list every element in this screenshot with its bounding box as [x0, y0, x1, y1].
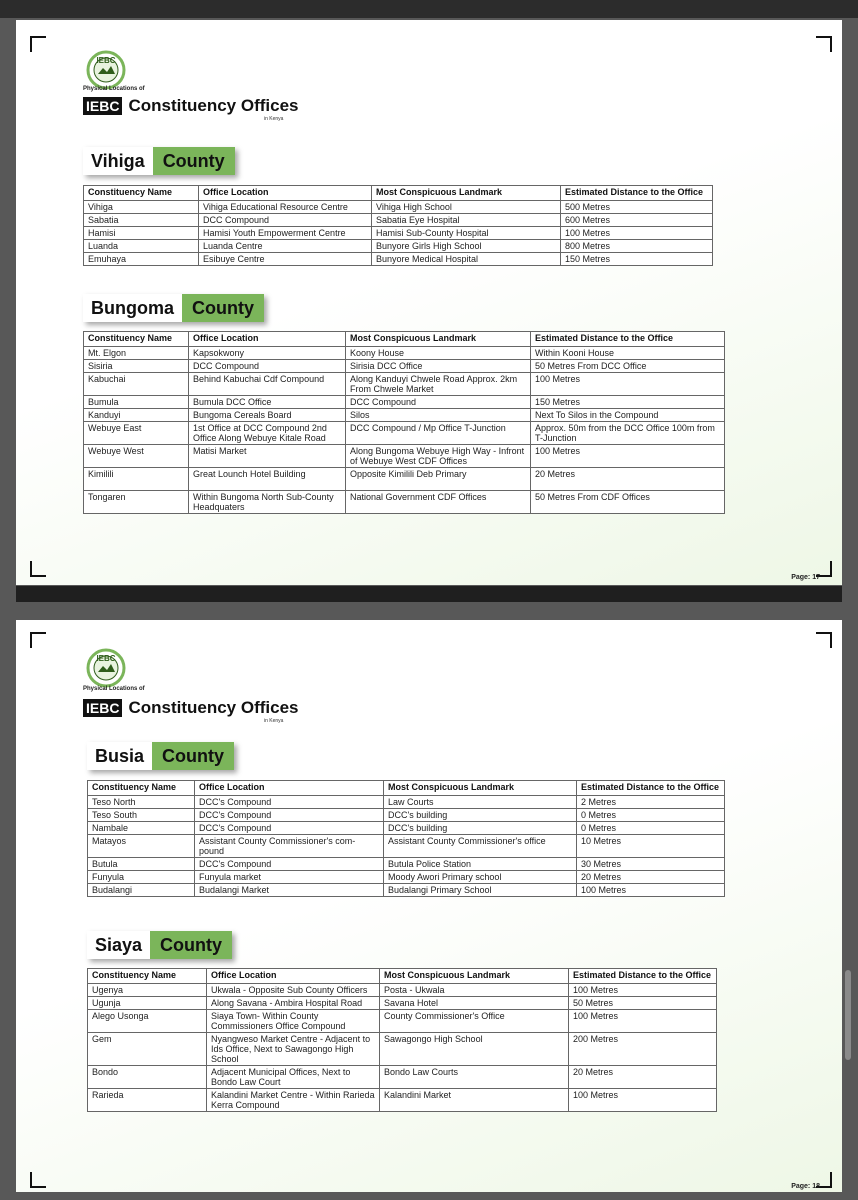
table-cell: 100 Metres	[569, 1089, 717, 1112]
table-cell: Moody Awori Primary school	[384, 871, 577, 884]
table-cell: DCC Compound	[346, 396, 531, 409]
table-row	[84, 445, 725, 468]
physical-locations-caption: Physical Locations of	[83, 86, 145, 92]
table-row	[84, 347, 725, 360]
table-row	[88, 858, 725, 871]
document-title: Constituency Offices	[128, 96, 299, 115]
page-separator	[16, 586, 842, 602]
table-row	[84, 227, 713, 240]
table-cell: Matayos	[88, 835, 195, 858]
table-cell: Kimilili	[84, 468, 189, 491]
table-cell: Ugunja	[88, 997, 207, 1010]
table-cell: 1st Office at DCC Compound 2nd Office Along Webuye Kitale Road	[189, 422, 346, 445]
table-cell: Within Bungoma North Sub-County Headquaters	[189, 491, 346, 514]
document-page	[16, 620, 842, 1192]
table-row	[84, 396, 725, 409]
table-cell: Kalandini Market	[380, 1089, 569, 1112]
table-cell: Kanduyi	[84, 409, 189, 422]
table-row	[88, 796, 725, 809]
table-cell: Along Bungoma Webuye High Way - Infront of Webuye West CDF Offices	[346, 445, 531, 468]
table-cell: Sabatia	[84, 214, 199, 227]
table-cell: Mt. Elgon	[84, 347, 189, 360]
page-number: Page: 18	[791, 1183, 820, 1190]
table-cell: 20 Metres	[531, 468, 725, 491]
table-cell: Luanda Centre	[199, 240, 372, 253]
table-cell: 500 Metres	[561, 201, 713, 214]
column-header: Constituency Name	[84, 332, 189, 347]
table-cell: 100 Metres	[577, 884, 725, 897]
crop-mark	[30, 561, 46, 577]
crop-mark	[816, 36, 832, 52]
table-cell: DCC Compound	[199, 214, 372, 227]
table-row	[88, 822, 725, 835]
table-cell: Luanda	[84, 240, 199, 253]
table-cell: 600 Metres	[561, 214, 713, 227]
table-cell: Vihiga High School	[372, 201, 561, 214]
table-cell: 2 Metres	[577, 796, 725, 809]
table-row	[84, 409, 725, 422]
table-cell: Ugenya	[88, 984, 207, 997]
table-cell: 20 Metres	[577, 871, 725, 884]
document-page	[16, 20, 842, 585]
table-cell: Nambale	[88, 822, 195, 835]
table-cell: Budalangi	[88, 884, 195, 897]
table-cell: Funyula	[88, 871, 195, 884]
table-row	[88, 1010, 717, 1033]
table-cell: Bunyore Girls High School	[372, 240, 561, 253]
table-cell: Hamisi Youth Empowerment Centre	[199, 227, 372, 240]
table-cell: Teso South	[88, 809, 195, 822]
table-header-row	[84, 332, 725, 347]
table-cell: Law Courts	[384, 796, 577, 809]
column-header: Office Location	[189, 332, 346, 347]
table-row	[88, 984, 717, 997]
document-header	[83, 96, 299, 116]
column-header: Most Conspicuous Landmark	[346, 332, 531, 347]
county-banner	[87, 931, 232, 959]
table-row	[84, 373, 725, 396]
column-header: Estimated Distance to the Office	[531, 332, 725, 347]
table-cell: Koony House	[346, 347, 531, 360]
county-name: Bungoma	[83, 294, 182, 322]
table-row	[88, 997, 717, 1010]
table-cell: Rarieda	[88, 1089, 207, 1112]
table-cell: 100 Metres	[569, 984, 717, 997]
table-cell: 50 Metres	[569, 997, 717, 1010]
column-header: Most Conspicuous Landmark	[380, 969, 569, 984]
table-cell: Ukwala - Opposite Sub County Officers	[207, 984, 380, 997]
table-row	[84, 360, 725, 373]
table-cell: 100 Metres	[561, 227, 713, 240]
table-cell: Assistant County Commissioner's com-pound	[195, 835, 384, 858]
table-cell: 150 Metres	[531, 396, 725, 409]
table-row	[88, 1033, 717, 1066]
column-header: Most Conspicuous Landmark	[372, 186, 561, 201]
county-name: Siaya	[87, 931, 150, 959]
table-cell: 100 Metres	[531, 445, 725, 468]
table-row	[84, 422, 725, 445]
column-header: Most Conspicuous Landmark	[384, 781, 577, 796]
county-name: Busia	[87, 742, 152, 770]
county-label: County	[153, 147, 235, 175]
page-number: Page: 17	[791, 574, 820, 581]
county-label: County	[182, 294, 264, 322]
table-row	[88, 1066, 717, 1089]
table-cell: Nyangweso Market Centre - Adjacent to Ids Office, Next to Sawagongo High School	[207, 1033, 380, 1066]
column-header: Estimated Distance to the Office	[577, 781, 725, 796]
table-cell: 20 Metres	[569, 1066, 717, 1089]
table-cell: Behind Kabuchai Cdf Compound	[189, 373, 346, 396]
column-header: Constituency Name	[84, 186, 199, 201]
table-cell: Bumula	[84, 396, 189, 409]
iebc-logo: IEBC	[86, 648, 126, 688]
table-cell: Funyula market	[195, 871, 384, 884]
document-header	[83, 698, 299, 718]
table-cell: DCC's building	[384, 809, 577, 822]
table-cell: 0 Metres	[577, 809, 725, 822]
table-cell: DCC's Compound	[195, 809, 384, 822]
table-cell: Butula	[88, 858, 195, 871]
constituency-table	[87, 968, 717, 1112]
county-banner	[83, 147, 235, 175]
constituency-table	[87, 780, 725, 897]
table-row	[88, 884, 725, 897]
table-cell: Kabuchai	[84, 373, 189, 396]
table-cell: 50 Metres From DCC Office	[531, 360, 725, 373]
table-cell: Sisiria	[84, 360, 189, 373]
table-cell: Bunyore Medical Hospital	[372, 253, 561, 266]
table-cell: Esibuye Centre	[199, 253, 372, 266]
table-cell: Assistant County Commissioner's office	[384, 835, 577, 858]
table-cell: Butula Police Station	[384, 858, 577, 871]
table-cell: Emuhaya	[84, 253, 199, 266]
table-cell: 200 Metres	[569, 1033, 717, 1066]
table-cell: DCC's Compound	[195, 858, 384, 871]
county-label: County	[150, 931, 232, 959]
table-cell: Kapsokwony	[189, 347, 346, 360]
table-header-row	[88, 969, 717, 984]
table-cell: Next To Silos in the Compound	[531, 409, 725, 422]
table-row	[88, 871, 725, 884]
table-cell: Teso North	[88, 796, 195, 809]
table-cell: County Commissioner's Office	[380, 1010, 569, 1033]
table-cell: 0 Metres	[577, 822, 725, 835]
table-cell: Along Savana - Ambira Hospital Road	[207, 997, 380, 1010]
table-cell: Sirisia DCC Office	[346, 360, 531, 373]
table-cell: National Government CDF Offices	[346, 491, 531, 514]
table-row	[84, 214, 713, 227]
table-cell: Alego Usonga	[88, 1010, 207, 1033]
column-header: Office Location	[199, 186, 372, 201]
table-row	[88, 835, 725, 858]
table-row	[84, 468, 725, 491]
column-header: Constituency Name	[88, 969, 207, 984]
table-cell: Great Lounch Hotel Building	[189, 468, 346, 491]
scrollbar-thumb[interactable]	[845, 970, 851, 1060]
table-cell: Bondo Law Courts	[380, 1066, 569, 1089]
table-cell: Within Kooni House	[531, 347, 725, 360]
crop-mark	[30, 1172, 46, 1188]
table-cell: Adjacent Municipal Offices, Next to Bondo Law Court	[207, 1066, 380, 1089]
in-kenya-caption: in Kenya	[264, 116, 284, 122]
table-cell: Bungoma Cereals Board	[189, 409, 346, 422]
table-cell: Sabatia Eye Hospital	[372, 214, 561, 227]
table-cell: Along Kanduyi Chwele Road Approx. 2km From Chwele Market	[346, 373, 531, 396]
county-banner	[87, 742, 234, 770]
table-cell: 50 Metres From CDF Offices	[531, 491, 725, 514]
table-row	[88, 809, 725, 822]
table-cell: 10 Metres	[577, 835, 725, 858]
table-header-row	[88, 781, 725, 796]
column-header: Estimated Distance to the Office	[569, 969, 717, 984]
crop-mark	[30, 36, 46, 52]
table-cell: 800 Metres	[561, 240, 713, 253]
table-cell: Tongaren	[84, 491, 189, 514]
table-cell: Posta - Ukwala	[380, 984, 569, 997]
table-cell: Hamisi Sub-County Hospital	[372, 227, 561, 240]
table-cell: Gem	[88, 1033, 207, 1066]
column-header: Office Location	[207, 969, 380, 984]
table-cell: Siaya Town- Within County Commissioners Office Compound	[207, 1010, 380, 1033]
table-cell: Hamisi	[84, 227, 199, 240]
table-cell: DCC Compound	[189, 360, 346, 373]
iebc-mark: IEBC	[83, 699, 122, 717]
table-cell: Vihiga Educational Resource Centre	[199, 201, 372, 214]
top-bar	[0, 0, 858, 18]
table-cell: Webuye East	[84, 422, 189, 445]
table-cell: DCC's Compound	[195, 796, 384, 809]
table-cell: DCC's Compound	[195, 822, 384, 835]
table-cell: Silos	[346, 409, 531, 422]
table-cell: Budalangi Market	[195, 884, 384, 897]
county-name: Vihiga	[83, 147, 153, 175]
constituency-table	[83, 185, 713, 266]
table-cell: Budalangi Primary School	[384, 884, 577, 897]
constituency-table	[83, 331, 725, 514]
table-cell: Kalandini Market Centre - Within Rarieda Kerra Compound	[207, 1089, 380, 1112]
column-header: Estimated Distance to the Office	[561, 186, 713, 201]
table-cell: Bondo	[88, 1066, 207, 1089]
in-kenya-caption: in Kenya	[264, 718, 284, 724]
table-header-row	[84, 186, 713, 201]
table-row	[84, 240, 713, 253]
table-cell: Vihiga	[84, 201, 199, 214]
table-row	[84, 253, 713, 266]
table-cell: Webuye West	[84, 445, 189, 468]
crop-mark	[30, 632, 46, 648]
table-cell: 150 Metres	[561, 253, 713, 266]
table-cell: Sawagongo High School	[380, 1033, 569, 1066]
table-cell: Bumula DCC Office	[189, 396, 346, 409]
table-cell: 30 Metres	[577, 858, 725, 871]
document-title: Constituency Offices	[128, 698, 299, 717]
table-cell: DCC Compound / Mp Office T-Junction	[346, 422, 531, 445]
table-row	[88, 1089, 717, 1112]
table-cell: Matisi Market	[189, 445, 346, 468]
table-cell: Approx. 50m from the DCC Office 100m from T-Junction	[531, 422, 725, 445]
column-header: Constituency Name	[88, 781, 195, 796]
crop-mark	[816, 632, 832, 648]
table-cell: Savana Hotel	[380, 997, 569, 1010]
iebc-logo: IEBC	[86, 50, 126, 90]
table-row	[84, 491, 725, 514]
table-cell: 100 Metres	[569, 1010, 717, 1033]
county-banner	[83, 294, 264, 322]
physical-locations-caption: Physical Locations of	[83, 686, 145, 692]
table-cell: Opposite Kimilili Deb Primary	[346, 468, 531, 491]
column-header: Office Location	[195, 781, 384, 796]
table-cell: DCC's building	[384, 822, 577, 835]
table-cell: 100 Metres	[531, 373, 725, 396]
table-row	[84, 201, 713, 214]
iebc-mark: IEBC	[83, 97, 122, 115]
county-label: County	[152, 742, 234, 770]
